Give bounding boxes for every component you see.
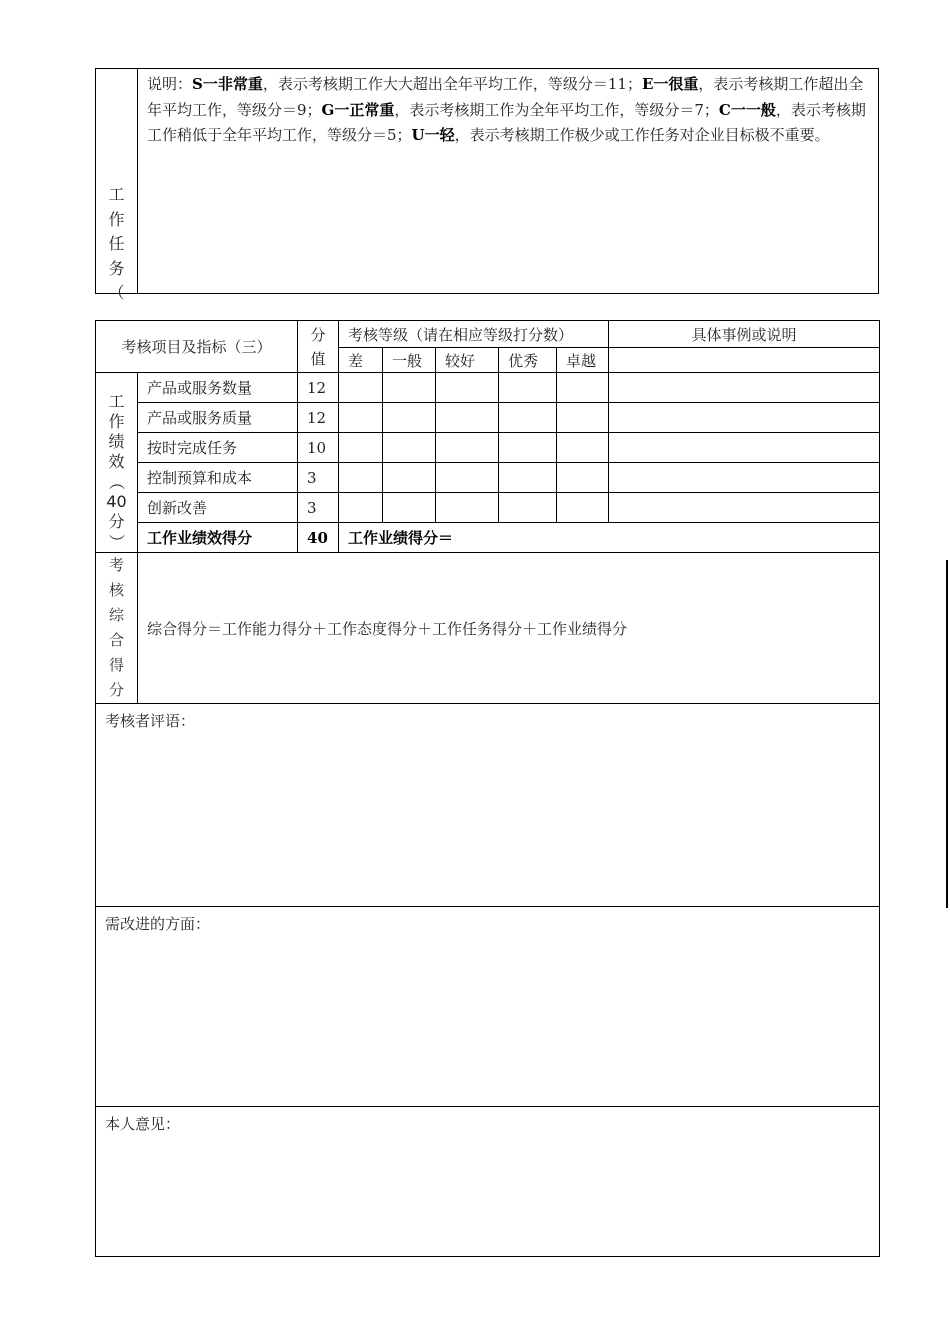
page-edge-line — [946, 560, 948, 908]
table-row — [96, 403, 880, 433]
row-item: 控制预算和成本 — [138, 463, 298, 493]
grade-outstanding: 卓越 — [557, 348, 609, 373]
grade-cell[interactable] — [383, 493, 436, 523]
group-label-char: 工 — [108, 392, 125, 411]
grade-good: 较好 — [436, 348, 499, 373]
group-label-char: 作 — [108, 412, 125, 431]
grade-cell[interactable] — [499, 373, 557, 403]
grade-cell[interactable] — [557, 433, 609, 463]
description-cell[interactable] — [609, 403, 880, 433]
total-label: 工作业绩效得分 — [138, 523, 298, 553]
summary-label-char: 分 — [108, 681, 124, 699]
note-text: 说明： — [147, 75, 193, 93]
note-grade-term: S一非常重 — [192, 75, 263, 93]
group-label-char: 分 — [108, 512, 125, 531]
grade-cell[interactable] — [557, 493, 609, 523]
header-description: 具体事例或说明 — [609, 321, 880, 348]
total-row — [96, 523, 880, 553]
note-grade-term: U一轻 — [411, 126, 455, 144]
group-label-char: （ — [107, 473, 127, 491]
grade-cell[interactable] — [436, 493, 499, 523]
note-text: ，表示考核期工作为全年平均工作，等级分＝7； — [394, 100, 719, 119]
table-row — [96, 493, 880, 523]
note-text: ，表示考核期工作极少或工作任务对企业目标极不重要。 — [454, 126, 830, 144]
grade-cell[interactable] — [339, 403, 383, 433]
row-score: 3 — [298, 493, 339, 523]
description-cell[interactable] — [609, 463, 880, 493]
summary-label-char: 得 — [108, 656, 124, 674]
grade-cell[interactable] — [339, 433, 383, 463]
row-item: 按时完成任务 — [138, 433, 298, 463]
work-task-side-label — [96, 183, 137, 302]
header-score — [298, 321, 339, 373]
performance-table — [95, 320, 880, 1257]
grade-cell[interactable] — [339, 373, 383, 403]
group-label-char: 效 — [108, 452, 125, 471]
total-result[interactable]: 工作业绩得分＝ — [339, 523, 880, 553]
total-score: 40 — [298, 523, 339, 553]
group-label-char: ） — [107, 533, 127, 551]
row-score: 3 — [298, 463, 339, 493]
work-task-side-char: （ — [108, 283, 125, 302]
row-item: 产品或服务数量 — [138, 373, 298, 403]
grade-cell[interactable] — [436, 433, 499, 463]
work-performance-group-label — [96, 373, 138, 553]
grade-cell[interactable] — [339, 463, 383, 493]
grade-cell[interactable] — [436, 373, 499, 403]
grade-cell[interactable] — [499, 463, 557, 493]
improvement-row — [96, 907, 880, 1107]
description-cell[interactable] — [609, 373, 880, 403]
reviewer-comment-label: 考核者评语： — [105, 712, 196, 730]
row-score: 12 — [298, 403, 339, 433]
header-item: 考核项目及指标（三） — [96, 321, 298, 373]
grade-cell[interactable] — [557, 403, 609, 433]
grade-cell[interactable] — [499, 493, 557, 523]
header-score-char: 值 — [310, 349, 326, 368]
description-cell[interactable] — [609, 433, 880, 463]
row-score: 12 — [298, 373, 339, 403]
summary-row — [96, 553, 880, 704]
work-task-side-char: 任 — [108, 234, 125, 253]
note-grade-term: E一很重 — [641, 75, 699, 93]
grade-average: 一般 — [383, 348, 436, 373]
grade-poor: 差 — [339, 348, 383, 373]
grade-cell[interactable] — [339, 493, 383, 523]
grade-cell[interactable] — [383, 433, 436, 463]
grade-cell[interactable] — [436, 403, 499, 433]
summary-label-char: 合 — [108, 631, 124, 649]
summary-formula: 综合得分＝工作能力得分＋工作态度得分＋工作任务得分＋工作业绩得分 — [138, 553, 880, 704]
note-grade-term: C一一般 — [718, 100, 776, 119]
self-opinion-box[interactable] — [96, 1107, 880, 1257]
improvement-box[interactable] — [96, 907, 880, 1107]
note-text: ，表示考核期工作大大超出全年平均工作，等级分＝11； — [262, 75, 642, 93]
group-label-char: 40 — [106, 492, 127, 511]
work-task-note — [138, 70, 878, 180]
grade-cell[interactable] — [499, 433, 557, 463]
description-cell[interactable] — [609, 493, 880, 523]
grade-cell[interactable] — [383, 373, 436, 403]
grade-cell[interactable] — [436, 463, 499, 493]
note-grade-term: G一正常重 — [321, 100, 395, 119]
grade-cell[interactable] — [499, 403, 557, 433]
reviewer-comment-box[interactable] — [96, 704, 880, 907]
table-row — [96, 463, 880, 493]
work-task-side-char: 工 — [108, 185, 125, 204]
self-opinion-label: 本人意见： — [105, 1115, 181, 1133]
self-opinion-row — [96, 1107, 880, 1257]
row-item: 创新改善 — [138, 493, 298, 523]
row-item: 产品或服务质量 — [138, 403, 298, 433]
grade-excellent: 优秀 — [499, 348, 557, 373]
improvement-label: 需改进的方面： — [105, 915, 211, 933]
note-text: ，表示考核期工作超出全年平均工作，等级分＝9； — [147, 75, 864, 119]
reviewer-comment-row — [96, 704, 880, 907]
table-row — [96, 373, 880, 403]
grade-cell[interactable] — [557, 463, 609, 493]
work-task-side-char: 务 — [108, 258, 125, 278]
grade-cell[interactable] — [557, 373, 609, 403]
row-score: 10 — [298, 433, 339, 463]
header-score-char: 分 — [310, 325, 326, 344]
summary-label-char: 核 — [108, 581, 124, 599]
summary-label-char: 考 — [108, 556, 124, 574]
note-text: ，表示考核期工作稍低于全年平均工作，等级分＝5； — [147, 100, 866, 144]
header-grade: 考核等级（请在相应等级打分数） — [339, 321, 609, 348]
summary-label — [96, 553, 138, 704]
group-label-char: 绩 — [108, 432, 125, 451]
grade-cell[interactable] — [383, 463, 436, 493]
work-task-side-char: 作 — [108, 209, 125, 229]
grade-cell[interactable] — [383, 403, 436, 433]
description-subheader — [609, 348, 880, 373]
table-row — [96, 433, 880, 463]
summary-label-char: 综 — [108, 606, 124, 624]
